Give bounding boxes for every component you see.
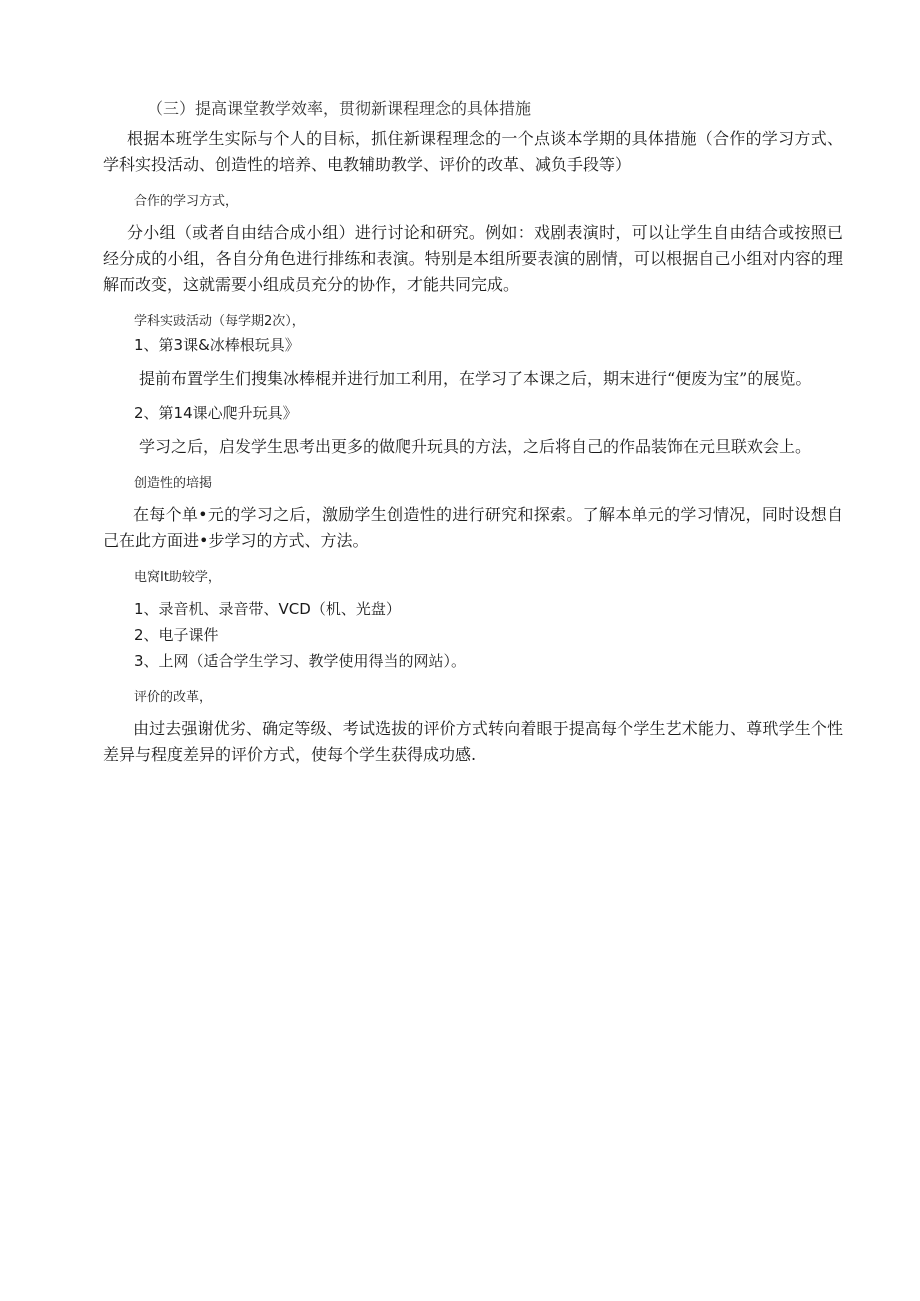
practice-text-2: 学习之后，启发学生思考出更多的做爬升玩具的方法，之后将自己的作品装饰在元旦联欢会上。 — [139, 437, 812, 456]
practice-text-1: 提前布置学生们搜集冰棒棍并进行加工利用，在学习了本课之后，期末进行“便废为宝”的展览。 — [139, 369, 812, 388]
practice-heading: 学科实豉活动（每学期2次）， — [134, 314, 305, 329]
coop-paragraph: 分小组（或者自由结合成小组）进行讨论和研究。例如：戏剧表演时，可以让学生自由结合或按照已经分成的小组，各自分角色进行排练和表演。特别是本组所要表演的剧情，可以根据自己小组对内容的理解而改变，这就需要小组成员充分的协作，才能共同完成。 — [103, 223, 843, 294]
evaluation-paragraph: 由过去强谢优劣、确定等级、考试选拔的评价方式转向着眼于提高每个学生艺术能力、尊玳学生个性差异与程度差异的评价方式，使每个学生获得成功感. — [103, 719, 843, 764]
coop-heading: 合作的学习方式， — [134, 194, 239, 209]
media-item-1: 1、录音机、录音带、VCD（机、光盘） — [134, 600, 401, 618]
practice-item-1: 1、第3课&冰棒根玩具》 — [134, 336, 300, 354]
document-body — [103, 96, 843, 768]
evaluation-heading: 评价的改革， — [134, 690, 213, 705]
section-title: （三）提高课堂教学效率，贯彻新课程理念的具体措施 — [147, 99, 532, 118]
creativity-heading: 创造性的培掲 — [134, 476, 213, 491]
intro-paragraph: 根据本班学生实际与个人的目标，抓住新课程理念的一个点谈本学期的具体措施（合作的学习方式、学科实投活动、创造性的培养、电教辅助教学、评价的改革、减负手段等） — [103, 129, 843, 174]
practice-item-2: 2、第14课心爬升玩具》 — [134, 404, 298, 422]
media-item-2: 2、电子课件 — [134, 626, 219, 644]
creativity-paragraph: 在每个单•元的学习之后，激励学生创造性的进行研究和探索。了解本单元的学习情况，同时设想自己在此方面进•步学习的方式、方法。 — [103, 505, 843, 550]
media-item-3: 3、上网（适合学生学习、教学使用得当的网站）。 — [134, 652, 467, 670]
media-heading: 电窝It助较学， — [134, 570, 221, 585]
